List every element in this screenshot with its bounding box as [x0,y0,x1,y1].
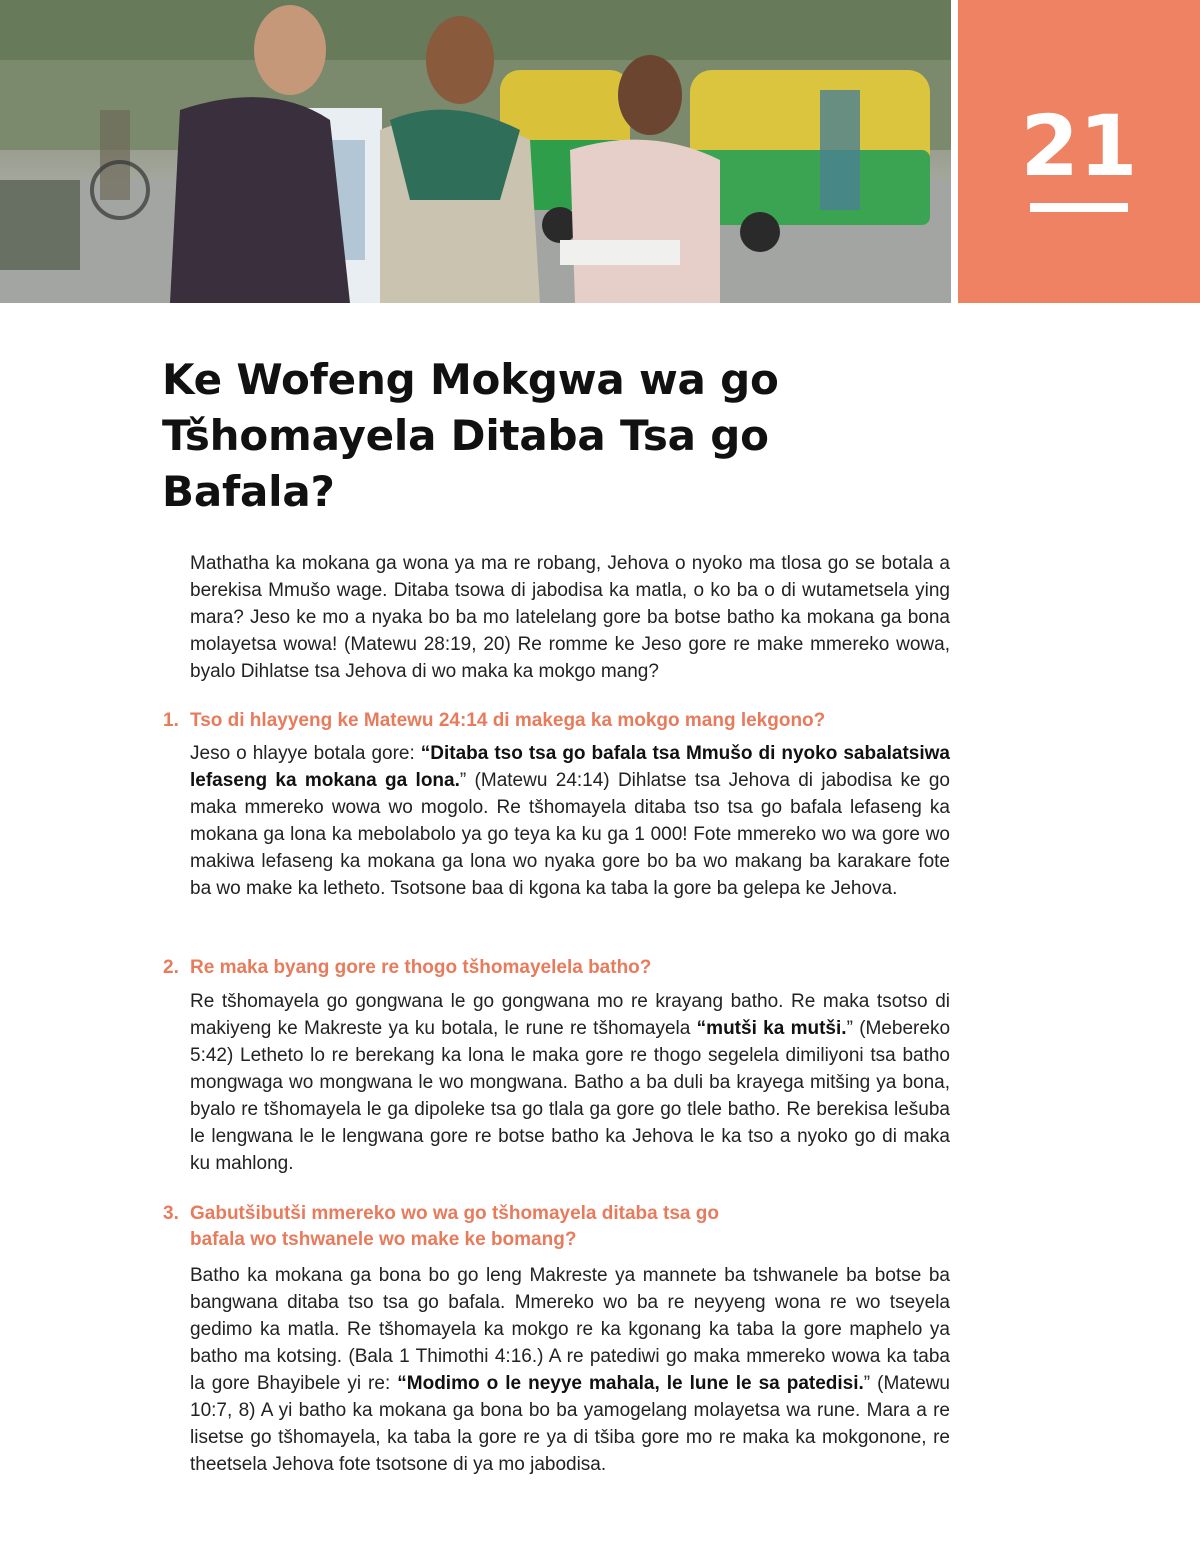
question-number: 2. [163,957,179,978]
page-title: Ke Wofeng Mokgwa wa go Tšhomayela Ditaba Tsa go Bafala? [162,355,779,516]
answer-1 [190,740,950,902]
question-text: Tso di hlayyeng ke Matewu 24:14 di makega ka mokgo mang lekgono? [190,710,826,731]
answer-text: ” (Mebereko 5:42) Letheto lo re berekang ka lona le maka gore re thogo segelela dimiliyoni tsa batho mongwaga wo mongwana le wo mongwana. Batho a ba duli ba krayega mitšing ya bona, byalo re tšhomayela le ga dipoleke tsa go tlala ga gore go tlele batho. Re berekisa lešuba le lengwana le le lengwana gore re botse batho ka Jehova le ka tso a nyoko go di maka ku mahlong. [190,1018,951,1174]
answer-2 [190,988,950,1177]
question-text: Re maka byang gore re thogo tšhomayelela batho? [190,957,652,978]
scripture-quote: “Ditaba tso tsa go bafala tsa Mmušo di nyoko sabalatsiwa lefaseng ka mokana ga lona. [190,743,950,791]
answer-text: Batho ka mokana ga bona bo go leng Makreste ya mannete ba tshwanele ba botse ba bangwana ditaba tso tsa go bafala. Mmereko wo ba re neyyeng wona re wo tseyela gedimo ka matla. Re tšhomayela ka mokgo re ka kgonang ka taba la gore maphelo ya batho ma kotsing. (Bala 1 Thimothi 4:16.) A re patediwi go maka mmereko wowa ka taba la gore Bhayibele yi re: [190,1265,950,1394]
chapter-number: 21 [1020,97,1138,195]
intro-paragraph: Mathatha ka mokana ga wona ya ma re robang, Jehova o nyoko ma tlosa go se botala a berekisa Mmušo wage. Ditaba tsowa di jabodisa ka matla, o ko ba o di wutametsela ying mara? Jeso ke mo a nyaka bo ba mo latelelang gore ba botse batho ka mokana ga bona molayetsa wowa! (Matewu 28:19, 20) Re romme ke Jeso gore re make mmereko wowa, byalo Dihlatse tsa Jehova di wo maka ka mokgo mang? [190,553,950,682]
question-number: 3. [163,1203,179,1224]
person-shape [170,97,350,303]
question-1 [163,708,825,734]
scripture-quote: “Modimo o le neyye mahala, le lune le sa patedisi. [397,1373,864,1394]
answer-text: ” (Matewu 10:7, 8) A yi batho ka mokana ga bona bo ba yamogelang molayetsa wa rune. Mara a re lisetse go tšhomayela, ka taba la gore re ya di tšiba gore mo re maka ka mokgonone, re theetsela Jehova fote tsotsone di ya mo jabodisa. [190,1373,950,1475]
answer-3 [190,1262,950,1478]
answer-text: ” (Matewu 24:14) Dihlatse tsa Jehova di jabodisa ke go maka mmereko wowa wo mogolo. Re tšhomayela ditaba tso tsa go bafala lefaseng ka mokana ga lona ka mebolabolo ya go teya ka ku ga 1 000! Fote mmereko wo wa gore wo makiwa lefaseng ka mokana ga lona wo nyaka gore bo ba wo makang ba karakare fote ba wo make ka letheto. Tsotsone baa di kgona ka taba la gore ba gelepa ke Jehova. [190,770,950,899]
question-text-line-2: bafala wo tshwanele wo make ke bomang? [190,1229,577,1250]
street-scene-illustration [0,0,951,303]
answer-text: Jeso o hlayye botala gore: [190,743,421,764]
scripture-quote: “mutši ka mutši. [696,1018,847,1039]
question-number: 1. [163,710,179,731]
chapter-underline [1030,203,1128,212]
question-text: Gabutšibutši mmereko wo wa go tšhomayela ditaba tsa go [190,1203,719,1224]
question-2 [163,955,651,981]
answer-text: Re tšhomayela go gongwana le go gongwana mo re krayang batho. Re maka tsotso di makiyeng ke Makreste ya ku botala, le rune re tšhomayela [190,991,950,1039]
chapter-badge [958,0,1200,303]
question-3 [163,1201,719,1253]
header-photo [0,0,951,303]
